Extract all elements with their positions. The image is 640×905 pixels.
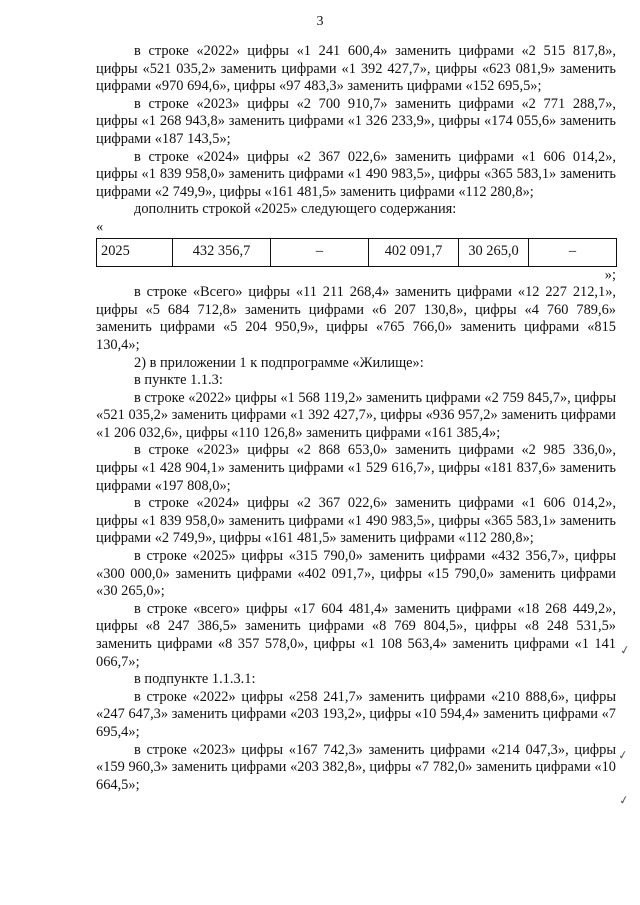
paragraph: в строке «2023» цифры «2 868 653,0» заменить цифрами «2 985 336,0», цифры «1 428 904,1» заменить цифрами «1 529 616,7», цифры «181 837,6» заменить цифрами «197 808,0»; bbox=[96, 442, 616, 494]
paragraph: 2) в приложении 1 к подпрограмме «Жилище»: bbox=[134, 354, 424, 371]
table-row bbox=[97, 238, 617, 266]
table-cell: – bbox=[529, 238, 617, 266]
table-cell: 402 091,7 bbox=[369, 238, 459, 266]
table-cell: 432 356,7 bbox=[173, 238, 271, 266]
table-cell-year: 2025 bbox=[97, 238, 173, 266]
document-body bbox=[96, 43, 616, 794]
paragraph: в подпункте 1.1.3.1: bbox=[134, 671, 256, 688]
paragraph: в строке «2025» цифры «315 790,0» заменить цифрами «432 356,7», цифры «300 000,0» заменить цифрами «402 091,7», цифры «15 790,0» заменить цифрами «30 265,0»; bbox=[96, 548, 616, 600]
table-cell: 30 265,0 bbox=[459, 238, 529, 266]
paragraph: в строке «2023» цифры «167 742,3» заменить цифрами «214 047,3», цифры «159 960,3» заменить цифрами «203 382,8», цифры «7 782,0» заменить цифрами «10 664,5»; bbox=[96, 741, 616, 793]
paragraph: в строке «2024» цифры «2 367 022,6» заменить цифрами «1 606 014,2», цифры «1 839 958,0» заменить цифрами «1 490 983,5», цифры «365 583,1» заменить цифрами «2 749,9», цифры «161 481,5» заменить цифрами «112 280,8»; bbox=[96, 148, 616, 200]
paragraph: в строке «2023» цифры «2 700 910,7» заменить цифрами «2 771 288,7», цифры «1 268 943,8» заменить цифрами «1 326 233,9», цифры «174 055,6» заменить цифрами «187 143,5»; bbox=[96, 95, 616, 147]
paragraph: в строке «2022» цифры «1 568 119,2» заменить цифрами «2 759 845,7», цифры «521 035,2» заменить цифрами «1 392 427,7», цифры «936 957,2» заменить цифрами «1 206 032,6», цифры «110 126,8» заменить цифрами «161 385,4»; bbox=[96, 389, 616, 441]
page-number: 3 bbox=[316, 14, 324, 29]
paragraph: в пункте 1.1.3: bbox=[134, 372, 223, 389]
handwritten-check-mark: ✓ bbox=[617, 792, 631, 808]
quote-close: »; bbox=[604, 266, 616, 283]
paragraph: в строке «Всего» цифры «11 211 268,4» заменить цифрами «12 227 212,1», цифры «5 684 712,8» заменить цифрами «6 207 130,8», цифры «4 760 789,6» заменить цифрами «5 204 950,9», цифры «765 766,0» заменить цифрами «815 130,4»; bbox=[96, 284, 616, 353]
inserted-table bbox=[96, 238, 617, 267]
paragraph: в строке «2022» цифры «1 241 600,4» заменить цифрами «2 515 817,8», цифры «521 035,2» заменить цифрами «1 392 427,7», цифры «623 081,9» заменить цифрами «970 694,6», цифры «97 483,3» заменить цифрами «152 695,5»; bbox=[96, 43, 616, 95]
handwritten-check-mark: ✓ bbox=[618, 642, 632, 658]
table-cell: – bbox=[271, 238, 369, 266]
paragraph: в строке «2024» цифры «2 367 022,6» заменить цифрами «1 606 014,2», цифры «1 839 958,0» заменить цифрами «1 490 983,5», цифры «365 583,1» заменить цифрами «2 749,9», цифры «161 481,5» заменить цифрами «112 280,8»; bbox=[96, 495, 616, 547]
paragraph: в строке «всего» цифры «17 604 481,4» заменить цифрами «18 268 449,2», цифры «8 247 386,5» заменить цифрами «8 769 804,5», цифры «8 248 531,5» заменить цифрами «8 357 578,0», цифры «1 108 563,4» заменить цифрами «1 141 066,7»; bbox=[96, 600, 616, 670]
quote-open: « bbox=[96, 218, 104, 235]
handwritten-check-mark: ✓ bbox=[616, 747, 630, 763]
paragraph: дополнить строкой «2025» следующего содержания: bbox=[134, 201, 457, 218]
paragraph: в строке «2022» цифры «258 241,7» заменить цифрами «210 888,6», цифры «247 647,3» заменить цифрами «203 193,2», цифры «10 594,4» заменить цифрами «7 695,4»; bbox=[96, 688, 616, 740]
